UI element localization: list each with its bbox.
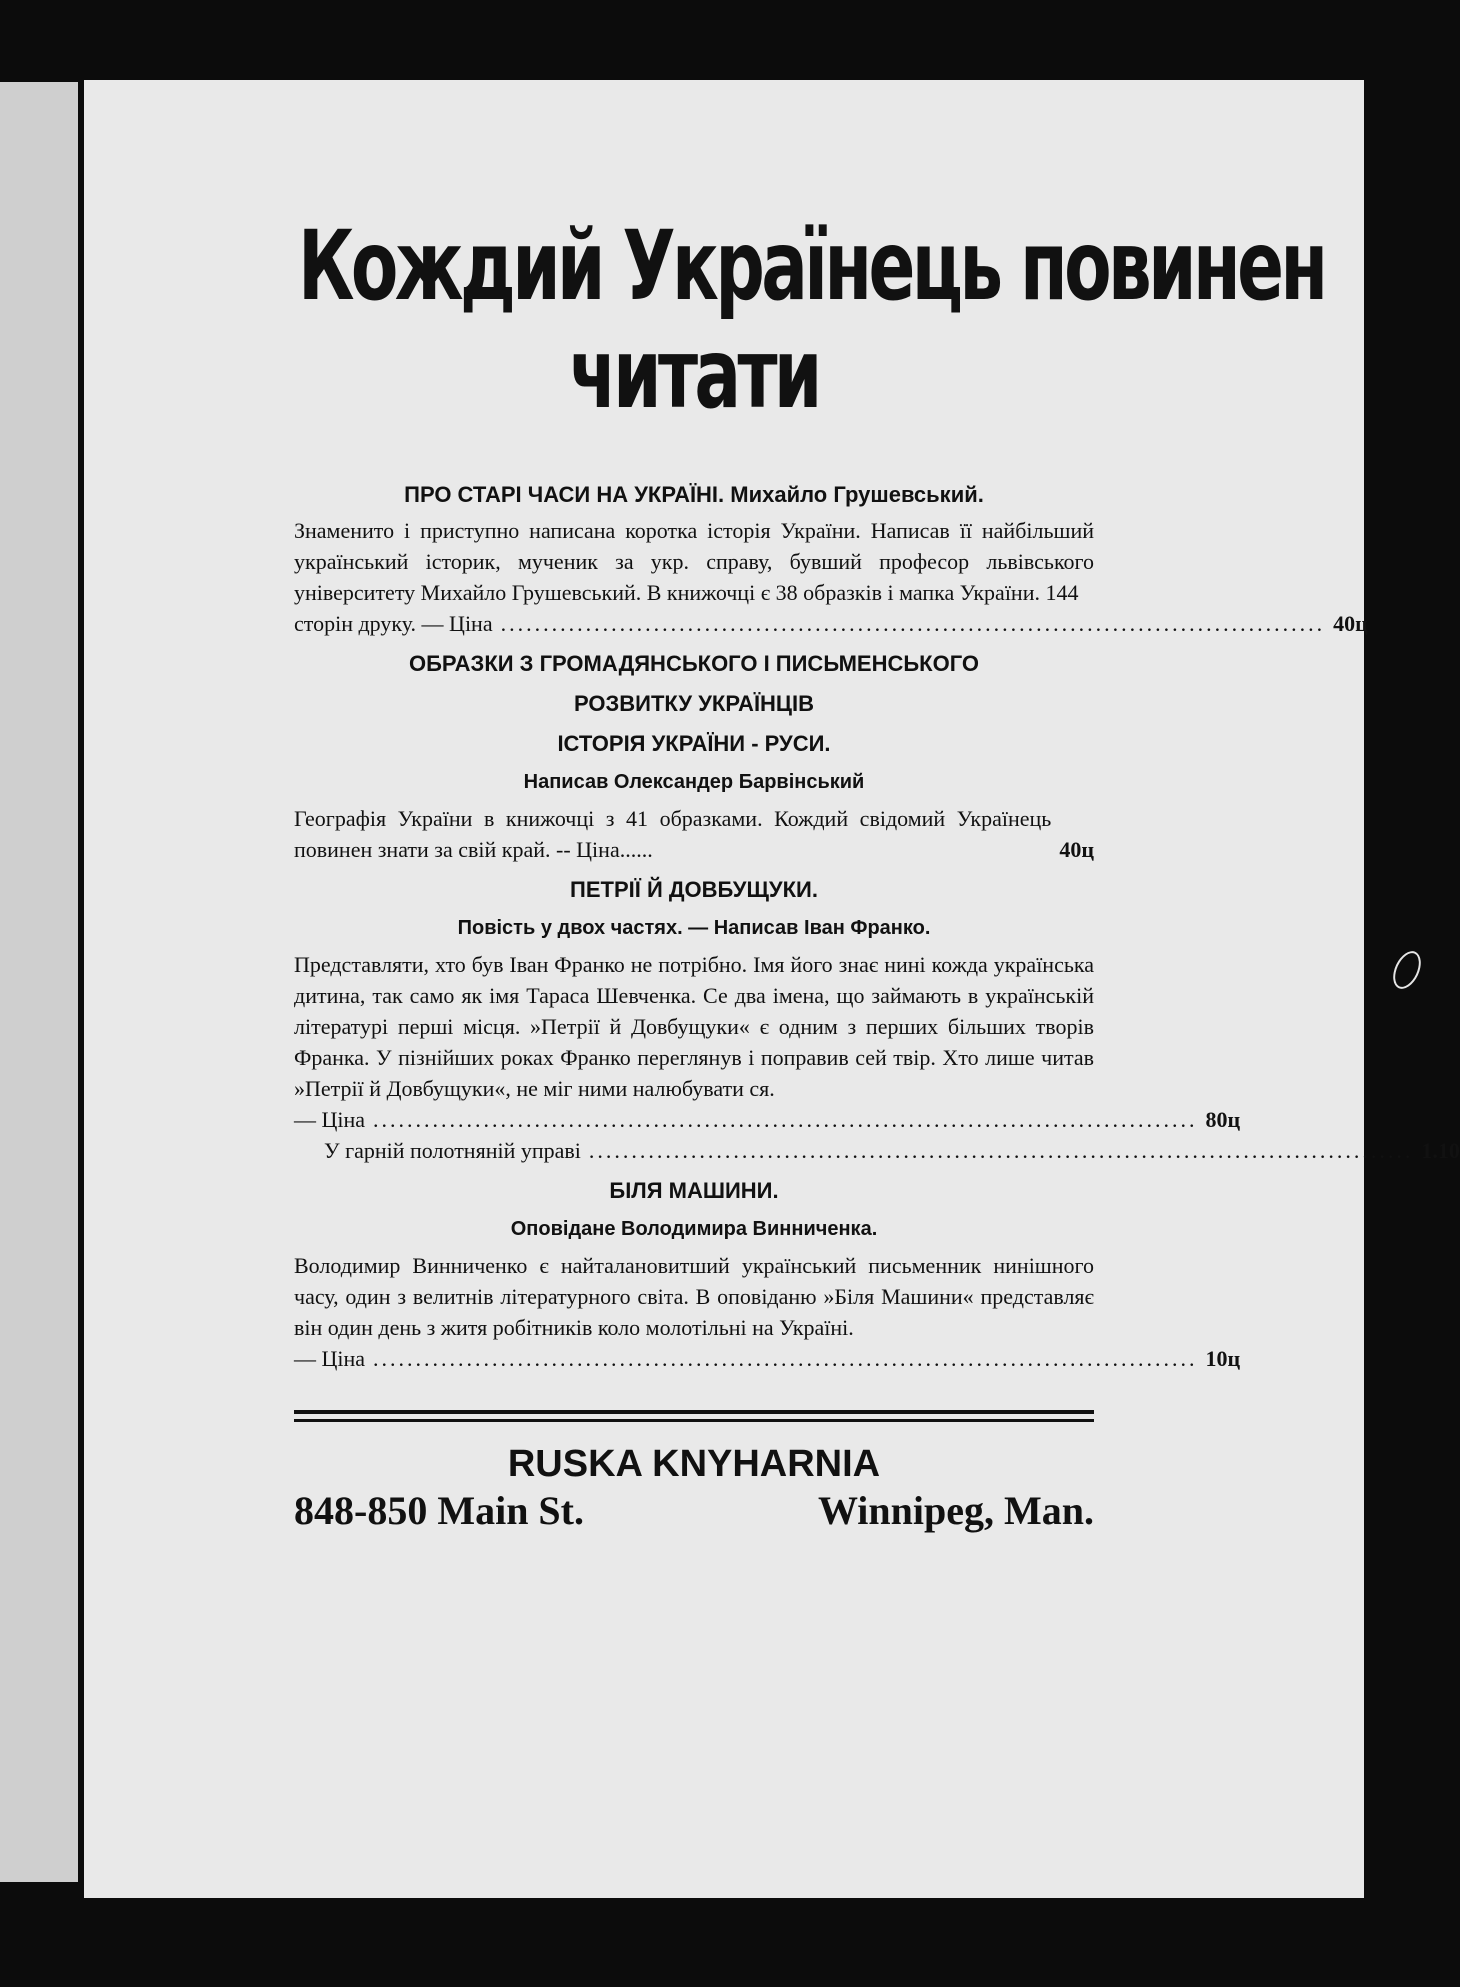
price-label: У гарній полотняній управі [324, 1138, 581, 1163]
price-line [294, 1104, 1241, 1135]
divider-rule [294, 1419, 1094, 1422]
description-price-line [294, 803, 1094, 865]
margin-mark [1388, 947, 1427, 993]
price-line [294, 608, 1368, 639]
price-value: 40ц [1333, 611, 1368, 636]
price-line [294, 1343, 1241, 1374]
book-author: Написав Олександер Барвінський [523, 771, 865, 793]
headline-line-2: читати [569, 318, 819, 430]
price-value: 80ц [1205, 1107, 1241, 1132]
book-description: Знаменито і приступно написана коротка історія України. Написав її найбільший український історик, мученик за укр. справу, бувший професор львівського університету Михайло Грушевський. В книжочці є 38 образків і мапка України. 144 [294, 518, 1094, 605]
leader-dots: ................................................................................................. [500, 611, 1326, 636]
price-label: — Ціна [294, 1346, 366, 1371]
price-label: сторін друку. — Ціна [294, 611, 493, 636]
book-title: ПРО СТАРІ ЧАСИ НА УКРАЇНІ. Михайло Грушевський. [404, 482, 984, 507]
book-description: Географія України в книжочці з 41 образками. Кождий свідомий Українець повинен знати за свій край. -- Ціна...... [294, 806, 1052, 862]
leader-dots: ................................................................................................. [588, 1138, 1414, 1163]
page-content [294, 210, 1460, 1536]
book-entry-franko [294, 875, 1460, 1166]
book-entry-grushevsky [294, 480, 1368, 639]
book-description: Представляти, хто був Іван Франко не потрібно. Імя його знає нині кожда українська дитина, так само як імя Тараса Шевченка. Се два імена, що займають в українській літературі перші місця. »Петрії й Довбущуки« є одним з перших більших творів Франка. У пізнійших роках Франко переглянув і поправив сей твір. Хто лише читав »Петрії й Довбущуки«, не міг ними налюбувати ся. [294, 952, 1094, 1101]
price-value: 1.10 [1421, 1138, 1460, 1163]
store-name: RUSKA KNYHARNIA [507, 1443, 881, 1485]
book-title-line-3: ІСТОРІЯ УКРАЇНИ - РУСИ. [557, 731, 831, 756]
adjacent-page-edge [0, 82, 78, 1882]
headline-line-1: Кождий Українець повинен [297, 210, 1325, 322]
book-description: Володимир Винниченко є найталановитший український письменник нинішного часу, один з велитнів літературного світа. В оповіданю »Біля Машини« представляє він один день з житя робітників коло молотільні на Україні. [294, 1253, 1094, 1340]
store-street: 848-850 Main St. [294, 1488, 584, 1533]
divider-rule [294, 1410, 1094, 1414]
leader-dots: ................................................................................................. [373, 1107, 1198, 1132]
book-entry-vynnychenko [294, 1176, 1241, 1374]
book-title: ОБРАЗКИ З ГРОМАДЯНСЬКОГО І ПИСЬМЕНСЬКОГО [408, 651, 980, 676]
book-author: Повість у двох частях. — Написав Іван Франко. [457, 917, 931, 939]
book-entry-barvinsky [294, 649, 1094, 865]
price-line-bound [294, 1135, 1460, 1166]
store-city: Winnipeg, Man. [818, 1488, 1094, 1533]
price-value: 40ц [1059, 837, 1094, 862]
store-address-line [294, 1486, 1094, 1536]
advertisement-page [84, 80, 1460, 1898]
book-list [294, 480, 1460, 1374]
book-title: ПЕТРІЇ Й ДОВБУЩУКИ. [570, 877, 818, 902]
book-title: БІЛЯ МАШИНИ. [609, 1178, 779, 1203]
leader-dots: ................................................................................................. [373, 1346, 1198, 1371]
book-title-line-2: РОЗВИТКУ УКРАЇНЦІВ [574, 691, 814, 716]
price-value: 10ц [1205, 1346, 1241, 1371]
book-author: Оповідане Володимира Винниченка. [510, 1218, 878, 1240]
price-label: — Ціна [294, 1107, 366, 1132]
